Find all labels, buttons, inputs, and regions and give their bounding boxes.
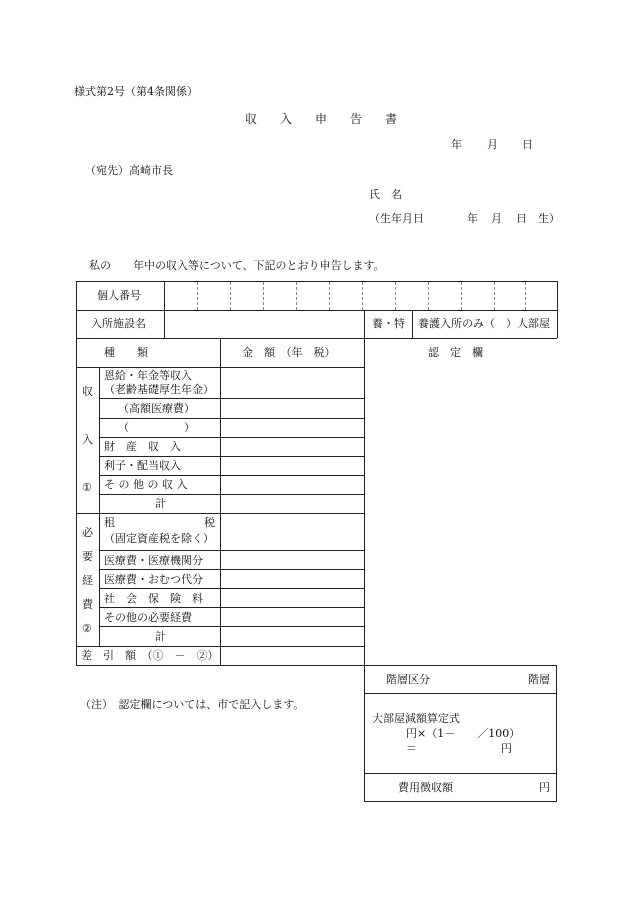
room-type-note: 養護入所のみ（ ）人部屋 [418,317,550,330]
title-char: 書 [385,112,398,126]
date-year-label: 年 [451,138,462,151]
date-month-label: 月 [487,138,498,151]
group-char: 費 [82,598,93,611]
expense-row-medical-diaper: 医療費・おむつ代分 [104,573,203,586]
expense-row-tax-right: 税 [204,516,215,529]
income-row-pension-detail: （老齢基礎厚生年金） [104,383,214,396]
group-char: ② [82,622,92,635]
table-rule [164,281,165,338]
expense-row-medical-facility: 医療費・医療機関分 [104,554,203,567]
group-char: 必 [82,526,93,539]
table-rule [99,398,365,399]
table-rule [99,550,365,551]
income-row-high-medical: （高額医療費） [118,402,195,415]
formula-title: 大部屋減額算定式 [372,712,460,725]
table-rule [76,281,77,666]
fee-label: 費用徴収額 [398,781,453,794]
table-rule [76,281,557,282]
tier-unit: 階層 [528,673,550,686]
group-char: 収 [82,385,93,398]
table-rule [76,310,557,311]
group-char: 経 [82,574,93,587]
table-rule [220,338,221,665]
column-header-type: 種 類 [104,346,148,359]
declaration-text: 私の 年中の収入等について、下記のとおり申告します。 [89,259,385,272]
group-char: 要 [82,550,93,563]
table-rule [99,367,100,646]
table-rule [364,693,557,694]
column-header-amount: 金 額 （年 税） [242,346,336,359]
personal-number-label: 個人番号 [97,289,141,302]
formula-unit: 円 [501,742,512,755]
table-rule [99,569,365,570]
fee-unit: 円 [539,781,550,794]
expense-row-other: その他の必要経費 [104,611,192,624]
birth-suffix: 生） [538,212,560,225]
table-rule [99,418,365,419]
column-header-certification: 認 定 欄 [428,346,483,359]
addressee: （宛先）高崎市長 [85,164,173,177]
group-char: ① [82,481,92,494]
name-label: 氏 名 [369,188,402,201]
expense-row-tax-detail: （固定資産税を除く） [104,532,214,545]
table-rule [76,665,365,666]
table-rule [99,494,365,495]
table-rule [99,437,365,438]
income-row-other: そ の 他 の 収 入 [104,478,188,491]
table-rule [99,607,365,608]
expense-row-tax-left: 租 [104,516,115,529]
income-row-pension: 恩給・年金等収入 [104,369,192,382]
table-rule [412,310,413,338]
form-number: 様式第2号（第4条関係） [74,85,198,98]
title-char: 収 [245,112,258,126]
birth-month-label: 月 [491,212,502,225]
expense-row-social-insurance: 社 会 保 険 料 [104,592,203,605]
table-rule [99,626,365,627]
expense-subtotal-label: 計 [155,630,166,643]
difference-label: 差 引 額 （① － ②） [81,649,219,662]
personal-number-field[interactable] [166,283,556,309]
income-row-property: 財 産 収 入 [104,440,181,453]
care-type-label: 養・特 [372,317,405,330]
birth-year-label: 年 [467,212,478,225]
date-day-label: 日 [522,138,533,151]
table-rule [557,281,558,338]
birth-day-label: 日 [516,212,527,225]
income-row-blank: （ ） [118,421,195,434]
title-char: 入 [280,112,293,126]
birth-label: （生年月日 [369,212,424,225]
table-rule [364,773,557,774]
table-rule [99,475,365,476]
table-rule [99,456,365,457]
tier-label: 階層区分 [386,673,430,686]
table-rule [99,588,365,589]
title-char: 告 [350,112,363,126]
note-text: （注） 認定欄については、市で記入します。 [80,698,305,711]
group-char: 入 [82,433,93,446]
table-rule [76,338,557,339]
formula-line-2: ＝ [406,742,417,755]
facility-name-field[interactable] [166,312,363,337]
facility-label: 入所施設名 [91,317,146,330]
title-char: 申 [315,112,328,126]
income-subtotal-label: 計 [155,497,166,510]
formula-line-1: 円×（1－ ／100） [406,727,521,740]
income-row-interest: 利子・配当収入 [104,459,181,472]
table-rule [364,310,365,666]
